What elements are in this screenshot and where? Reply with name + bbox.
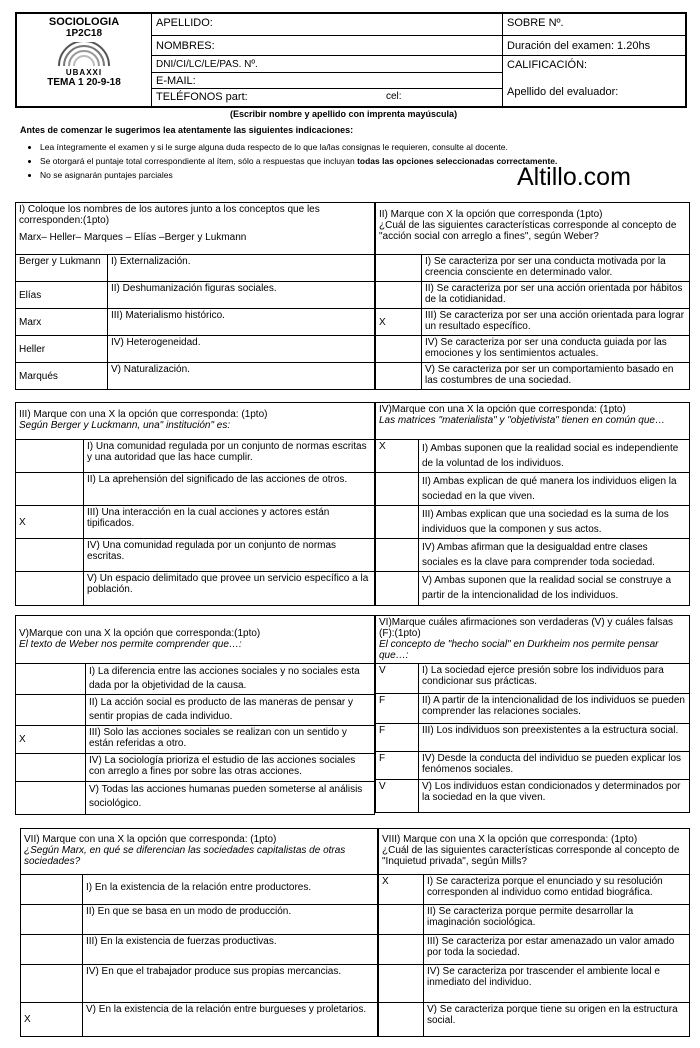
table-row bbox=[16, 282, 375, 309]
instructions-title: Antes de comenzar le sugerimos lea atentamente las siguientes indicaciones: bbox=[20, 125, 354, 135]
table-row bbox=[379, 875, 690, 905]
question-6 bbox=[375, 615, 690, 813]
q3-option: I) Una comunidad regulada por un conjunto de normas escritas y una autoridad que las hace cumplir. bbox=[84, 440, 375, 473]
q3-mark[interactable] bbox=[16, 440, 84, 473]
table-row bbox=[16, 572, 375, 606]
q7-title: VII) Marque con una X la opción que corresponda: (1pto) bbox=[24, 834, 277, 845]
table-row bbox=[376, 572, 690, 606]
header-note: (Escribir nombre y apellido con imprenta mayúscula) bbox=[230, 109, 458, 119]
header-right-fields bbox=[502, 14, 685, 106]
field-evaluador[interactable]: Apellido del evaluador: bbox=[507, 86, 619, 98]
field-email[interactable]: E-MAIL: bbox=[152, 73, 502, 89]
q1-answer[interactable]: Marqués bbox=[16, 363, 108, 390]
field-duracion: Duración del examen: 1.20hs bbox=[503, 36, 685, 56]
table-row bbox=[376, 780, 690, 813]
q7-option: II) En que se basa en un modo de producción. bbox=[83, 905, 378, 935]
q6-mark[interactable]: F bbox=[376, 752, 419, 780]
field-dni[interactable]: DNI/CI/LC/LE/PAS. Nº. bbox=[152, 56, 502, 73]
q2-mark[interactable] bbox=[376, 363, 422, 390]
q4-option: I) Ambas suponen que la realidad social es independiente de la voluntad de los individuos. bbox=[419, 440, 690, 473]
q6-option: V) Los individuos estan condicionados y determinados por la sociedad en la que viven. bbox=[419, 780, 690, 813]
q3-mark[interactable] bbox=[16, 473, 84, 506]
q8-mark[interactable]: X bbox=[379, 875, 424, 905]
q4-option: II) Ambas explican de qué manera los individuos eligen la sociedad en la que viven. bbox=[419, 473, 690, 506]
table-row bbox=[379, 965, 690, 1003]
q8-option: III) Se caracteriza por estar amenazado un valor amado por toda la sociedad. bbox=[424, 935, 690, 965]
question-4 bbox=[375, 402, 690, 606]
q3-option: V) Un espacio delimitado que provee un servicio específico a la población. bbox=[84, 572, 375, 606]
q4-option: III) Ambas explican que una sociedad es la suma de los individuos que la componen y sus actos. bbox=[419, 506, 690, 539]
question-2 bbox=[375, 202, 690, 390]
q6-option: III) Los individuos son preexistentes a la estructura social. bbox=[419, 724, 690, 752]
ubaxxi-logo-icon bbox=[54, 42, 114, 68]
q4-title: IV)Marque con una X la opción que corresponda: (1pto) bbox=[379, 404, 626, 415]
q8-option: II) Se caracteriza porque permite desarrollar la imaginación sociológica. bbox=[424, 905, 690, 935]
table-row bbox=[16, 363, 375, 390]
q5-mark[interactable]: X bbox=[16, 726, 86, 754]
q8-mark[interactable] bbox=[379, 1003, 424, 1037]
q5-option: III) Solo las acciones sociales se realizan con un sentido y están referidas a otro. bbox=[86, 726, 375, 754]
table-row bbox=[376, 440, 690, 473]
table-row bbox=[376, 752, 690, 780]
q4-mark[interactable] bbox=[376, 572, 419, 606]
q5-option: I) La diferencia entre las acciones sociales y no sociales esta dada por la objetividad de la causa. bbox=[86, 664, 375, 695]
q7-subtitle: ¿Según Marx, en qué se diferencian las sociedades capitalistas de otras sociedades? bbox=[24, 845, 346, 867]
q7-mark[interactable]: X bbox=[21, 1003, 83, 1037]
table-row bbox=[16, 309, 375, 336]
q7-option: IV) En que el trabajador produce sus propias mercancias. bbox=[83, 965, 378, 1003]
question-3 bbox=[15, 402, 375, 606]
q6-option: IV) Desde la conducta del individuo se pueden explicar los fenómenos sociales. bbox=[419, 752, 690, 780]
table-row bbox=[376, 309, 690, 336]
q2-option: I) Se caracteriza por ser una conducta motivada por la creencia consciente en determinado valor. bbox=[422, 255, 690, 282]
table-row bbox=[21, 905, 378, 935]
table-row bbox=[16, 255, 375, 282]
q2-mark[interactable] bbox=[376, 282, 422, 309]
table-row bbox=[16, 754, 375, 782]
table-row bbox=[16, 726, 375, 754]
q3-mark[interactable]: X bbox=[16, 506, 84, 539]
q3-option: IV) Una comunidad regulada por un conjunto de normas escritas. bbox=[84, 539, 375, 572]
watermark: Altillo.com bbox=[517, 163, 631, 191]
q4-mark[interactable] bbox=[376, 539, 419, 572]
q1-concept: II) Deshumanización figuras sociales. bbox=[108, 282, 375, 309]
table-row bbox=[376, 473, 690, 506]
question-5 bbox=[15, 615, 375, 815]
table-row bbox=[376, 363, 690, 390]
q8-option: V) Se caracteriza porque tiene su origen en la estructura social. bbox=[424, 1003, 690, 1037]
q1-authors: Marx– Heller– Marques – Elías –Berger y Lukmann bbox=[19, 232, 247, 243]
table-row bbox=[376, 255, 690, 282]
q6-title: VI)Marque cuáles afirmaciones son verdaderas (V) y cuáles falsas (F):(1pto) bbox=[379, 617, 674, 639]
q1-concept: V) Naturalización. bbox=[108, 363, 375, 390]
table-row bbox=[379, 935, 690, 965]
q6-mark[interactable]: V bbox=[376, 664, 419, 694]
q7-mark[interactable] bbox=[21, 905, 83, 935]
q2-mark[interactable]: X bbox=[376, 309, 422, 336]
instruction-item: • Se otorgará el puntaje total correspondiente al ítem, sólo a respuestas que incluyan todas las opciones seleccionadas correctamente. bbox=[40, 154, 670, 168]
q7-option: V) En la existencia de la relación entre burgueses y proletarios. bbox=[83, 1003, 378, 1037]
table-row bbox=[376, 506, 690, 539]
q1-answer[interactable]: Elías bbox=[16, 282, 108, 309]
q5-subtitle: El texto de Weber nos permite comprender que…: bbox=[19, 639, 242, 650]
field-apellido[interactable]: APELLIDO: bbox=[152, 14, 502, 36]
q8-option: I) Se caracteriza porque el enunciado y su resolución corresponden al individuo como entidad biográfica. bbox=[424, 875, 690, 905]
subject-title: SOCIOLOGIA bbox=[48, 16, 120, 28]
table-row bbox=[379, 1003, 690, 1037]
q7-option: III) En la existencia de fuerzas productivas. bbox=[83, 935, 378, 965]
q5-title: V)Marque con una X la opción que corresponda:(1pto) bbox=[19, 628, 261, 639]
table-row bbox=[376, 694, 690, 724]
table-row bbox=[376, 282, 690, 309]
exam-date: 20-9-18 bbox=[86, 77, 121, 88]
q4-mark[interactable]: X bbox=[376, 440, 419, 473]
table-row bbox=[21, 875, 378, 905]
q6-mark[interactable]: V bbox=[376, 780, 419, 813]
q2-option: V) Se caracteriza por ser un comportamiento basado en las costumbres de una sociedad. bbox=[422, 363, 690, 390]
q2-option: III) Se caracteriza por ser una acción orientada para lograr un resultado específico. bbox=[422, 309, 690, 336]
q1-answer[interactable]: Heller bbox=[16, 336, 108, 363]
q1-title: I) Coloque los nombres de los autores junto a los conceptos que les corresponden:(1pto) bbox=[19, 204, 320, 226]
table-row bbox=[16, 336, 375, 363]
table-row bbox=[379, 905, 690, 935]
q3-option: II) La aprehensión del significado de las acciones de otros. bbox=[84, 473, 375, 506]
instruction-item: • No se asignarán puntajes parciales bbox=[40, 168, 670, 182]
q2-mark[interactable] bbox=[376, 255, 422, 282]
field-calificacion[interactable]: CALIFICACIÓN: bbox=[507, 59, 588, 71]
q4-option: IV) Ambas afirman que la desigualdad entre clases sociales es la clave para comprender toda sociedad. bbox=[419, 539, 690, 572]
q8-subtitle: ¿Cuál de las siguientes características corresponde al concepto de "Inquietud privada", según Mills? bbox=[382, 845, 680, 867]
q4-subtitle: Las matrices "materialista" y "objetivista" tienen en común que… bbox=[379, 415, 665, 426]
header-fields bbox=[152, 14, 502, 106]
question-7 bbox=[20, 828, 378, 1037]
table-row bbox=[16, 473, 375, 506]
table-row bbox=[16, 506, 375, 539]
q8-mark[interactable] bbox=[379, 935, 424, 965]
q3-mark[interactable] bbox=[16, 539, 84, 572]
q5-option: II) La acción social es producto de las maneras de pensar y sentir propias de cada individuo. bbox=[86, 695, 375, 726]
table-row bbox=[16, 664, 375, 695]
q3-subtitle: Según Berger y Luckmann, una" institución" es: bbox=[19, 420, 231, 431]
table-row bbox=[16, 695, 375, 726]
q2-option: II) Se caracteriza por ser una acción orientada por hábitos de la cotidianidad. bbox=[422, 282, 690, 309]
field-telefonos[interactable]: TELÉFONOS part: cel: bbox=[156, 91, 402, 103]
q5-option: IV) La sociología prioriza el estudio de las acciones sociales con arreglo a fines por sobre las otras acciones. bbox=[86, 754, 375, 782]
field-sobre[interactable]: SOBRE Nº. bbox=[503, 14, 685, 36]
q5-mark[interactable] bbox=[16, 664, 86, 695]
exam-header bbox=[15, 12, 687, 108]
q1-answer[interactable]: Marx bbox=[16, 309, 108, 336]
q8-mark[interactable] bbox=[379, 965, 424, 1003]
q2-mark[interactable] bbox=[376, 336, 422, 363]
table-row bbox=[16, 539, 375, 572]
q1-answer[interactable]: Berger y Lukmann bbox=[16, 255, 108, 282]
q7-mark[interactable] bbox=[21, 935, 83, 965]
q3-title: III) Marque con una X la opción que corresponda: (1pto) bbox=[19, 409, 268, 420]
subject-code: 1P2C18 bbox=[65, 28, 103, 39]
q2-subtitle: ¿Cuál de las siguientes características corresponde al concepto de "acción social con arreglo a fines", según Weber? bbox=[379, 220, 677, 242]
q4-mark[interactable] bbox=[376, 473, 419, 506]
table-row bbox=[16, 782, 375, 815]
q3-mark[interactable] bbox=[16, 572, 84, 606]
table-row bbox=[16, 440, 375, 473]
q5-mark[interactable] bbox=[16, 695, 86, 726]
table-row bbox=[21, 935, 378, 965]
q7-mark[interactable] bbox=[21, 965, 83, 1003]
q1-concept: IV) Heterogeneidad. bbox=[108, 336, 375, 363]
table-row bbox=[376, 539, 690, 572]
q6-option: II) A partir de la intencionalidad de los individuos se pueden comprender las relaciones sociales. bbox=[419, 694, 690, 724]
q4-mark[interactable] bbox=[376, 506, 419, 539]
table-row bbox=[376, 664, 690, 694]
q8-title: VIII) Marque con una X la opción que corresponda: (1pto) bbox=[382, 834, 638, 845]
q5-mark[interactable] bbox=[16, 782, 86, 815]
q6-mark[interactable]: F bbox=[376, 724, 419, 752]
q1-concept: I) Externalización. bbox=[108, 255, 375, 282]
table-row bbox=[376, 724, 690, 752]
question-1 bbox=[15, 202, 375, 390]
table-row bbox=[21, 965, 378, 1003]
q7-mark[interactable] bbox=[21, 875, 83, 905]
q5-mark[interactable] bbox=[16, 754, 86, 782]
q7-option: I) En la existencia de la relación entre productores. bbox=[83, 875, 378, 905]
q4-option: V) Ambas suponen que la realidad social se construye a partir de la intencionalidad de los individuos. bbox=[419, 572, 690, 606]
q1-concept: III) Materialismo histórico. bbox=[108, 309, 375, 336]
question-8 bbox=[378, 828, 690, 1037]
tema-label: TEMA 1 bbox=[47, 77, 84, 88]
q6-mark[interactable]: F bbox=[376, 694, 419, 724]
logo-text: UBAXXI bbox=[65, 68, 103, 77]
table-row bbox=[376, 336, 690, 363]
q8-option: IV) Se caracteriza por trascender el ambiente local e inmediato del individuo. bbox=[424, 965, 690, 1003]
instruction-item: • Lea íntegramente el examen y si le surge alguna duda respecto de lo que la/las consignas le requieren, consulte al docente. bbox=[40, 140, 670, 154]
q2-option: IV) Se caracteriza por ser una conducta guiada por las emociones y los sentimientos actuales. bbox=[422, 336, 690, 363]
q6-option: I) La sociedad ejerce presión sobre los individuos para condicionar sus prácticas. bbox=[419, 664, 690, 694]
q3-option: III) Una interacción en la cual acciones y actores están tipificados. bbox=[84, 506, 375, 539]
cel-label: cel: bbox=[386, 91, 402, 102]
q2-title: II) Marque con X la opción que corresponda (1pto) bbox=[379, 209, 603, 220]
field-nombres[interactable]: NOMBRES: bbox=[152, 36, 502, 56]
table-row bbox=[21, 1003, 378, 1037]
q6-subtitle: El concepto de "hecho social" en Durkheim nos permite pensar que…: bbox=[379, 639, 659, 661]
q5-option: V) Todas las acciones humanas pueden someterse al análisis sociológico. bbox=[86, 782, 375, 815]
q8-mark[interactable] bbox=[379, 905, 424, 935]
header-logo-block bbox=[17, 14, 152, 106]
